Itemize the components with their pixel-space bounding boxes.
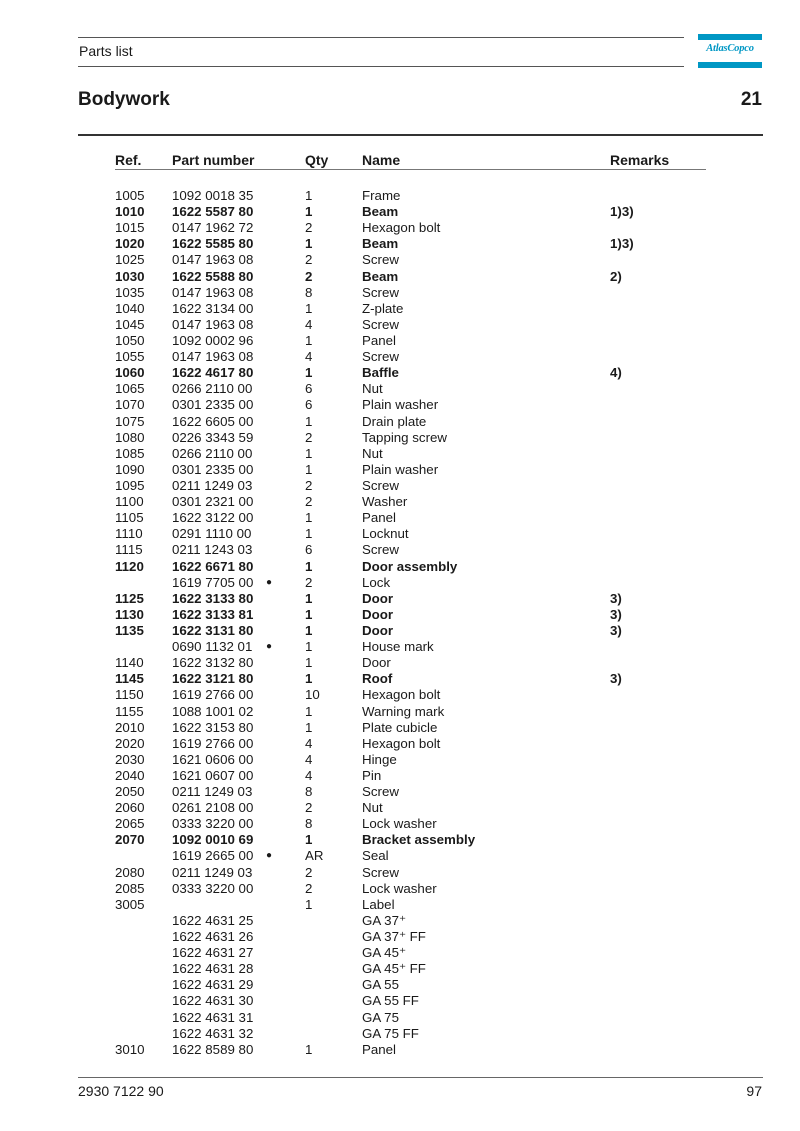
name-cell: Washer [362, 494, 408, 510]
table-row [0, 478, 800, 494]
ref-cell: 1005 [115, 188, 145, 203]
name-cell: GA 37⁺ FF [362, 929, 426, 945]
ref-cell: 1065 [115, 381, 145, 397]
ref-cell: 1060 [115, 365, 145, 381]
column-header-part-number: Part number [172, 152, 255, 168]
name-cell: Screw [362, 284, 399, 300]
table-row [0, 462, 800, 478]
ref-cell: 2010 [115, 719, 145, 735]
table-row [0, 945, 800, 961]
name-cell: Hexagon bolt [362, 220, 441, 236]
name-cell: Frame [362, 188, 401, 203]
ref-cell: 1050 [115, 332, 145, 348]
name-cell: GA 55 [362, 977, 399, 993]
name-cell: Nut [362, 800, 383, 816]
table-row [0, 704, 800, 720]
name-cell: Beam [362, 268, 399, 284]
ref-cell: 1120 [115, 558, 144, 574]
name-cell: GA 75 [362, 1009, 399, 1025]
part-number-cell: 0147 1963 08 [172, 284, 254, 300]
qty-cell: 1 [305, 188, 313, 203]
name-cell: Pin [362, 767, 382, 783]
name-cell: GA 45⁺ FF [362, 961, 426, 977]
name-cell: Screw [362, 477, 399, 493]
part-number-cell: 0301 2335 00 [172, 397, 254, 413]
name-cell: Panel [362, 1041, 397, 1057]
ref-cell: 2065 [115, 816, 145, 832]
qty-cell: 1 [305, 413, 313, 429]
ref-cell: 2070 [115, 832, 145, 848]
table-row [0, 881, 800, 897]
part-number-cell: 0211 1249 03 [172, 864, 253, 880]
table-row [0, 897, 800, 913]
ref-cell: 1055 [115, 349, 145, 365]
ref-cell: 1140 [115, 655, 144, 671]
logo-bottom-bar [698, 62, 762, 68]
table-row [0, 913, 800, 929]
qty-cell: 1 [305, 1041, 313, 1057]
part-number-cell: 0333 3220 00 [172, 816, 254, 832]
part-number-cell: 0147 1963 08 [172, 349, 254, 365]
qty-cell: 8 [305, 816, 313, 832]
part-number-cell: 1622 4631 31 [172, 1009, 254, 1025]
section-rule [78, 134, 763, 136]
part-number-cell: 1622 3121 80 [172, 671, 254, 687]
table-row [0, 800, 800, 816]
remarks-cell: 2) [610, 268, 622, 284]
qty-cell: 4 [305, 751, 313, 767]
ref-cell: 1095 [115, 477, 145, 493]
header-label: Parts list [79, 43, 133, 59]
qty-cell: 4 [305, 735, 313, 751]
name-cell: Plate cubicle [362, 719, 438, 735]
qty-cell: 1 [305, 461, 313, 477]
name-cell: Locknut [362, 526, 409, 542]
table-row [0, 639, 800, 655]
name-cell: Door assembly [362, 558, 458, 574]
ref-cell: 2040 [115, 767, 145, 783]
ref-cell: 3005 [115, 896, 145, 912]
part-number-cell: 1622 3153 80 [172, 719, 254, 735]
name-cell: Screw [362, 784, 399, 800]
table-row [0, 446, 800, 462]
ref-cell: 1125 [115, 590, 144, 606]
qty-cell: 1 [305, 832, 313, 848]
remarks-cell: 1)3) [610, 204, 634, 220]
qty-cell: AR [305, 848, 324, 864]
name-cell: Nut [362, 381, 383, 397]
table-row [0, 687, 800, 703]
qty-cell: 1 [305, 300, 313, 316]
part-number-cell: 1622 5588 80 [172, 268, 254, 284]
name-cell: Screw [362, 252, 399, 268]
ref-cell: 1010 [115, 204, 145, 220]
name-cell: Z-plate [362, 300, 404, 316]
name-cell: Screw [362, 349, 399, 365]
qty-cell: 6 [305, 542, 313, 558]
qty-cell: 1 [305, 510, 313, 526]
qty-cell: 2 [305, 252, 313, 268]
qty-cell: 1 [305, 332, 313, 348]
part-number-cell: 0211 1249 03 [172, 477, 253, 493]
ref-cell: 1110 [115, 526, 143, 542]
bullet-marker: ● [266, 641, 273, 653]
ref-cell: 1100 [115, 494, 144, 510]
ref-cell: 3010 [115, 1041, 145, 1057]
part-number-cell: 1622 3133 80 [172, 590, 254, 606]
ref-cell: 1025 [115, 252, 145, 268]
table-row [0, 333, 800, 349]
qty-cell: 2 [305, 574, 313, 590]
column-header-qty: Qty [305, 152, 329, 168]
qty-cell: 1 [305, 606, 313, 622]
remarks-cell: 1)3) [610, 236, 634, 252]
qty-cell: 1 [305, 671, 313, 687]
qty-cell: 1 [305, 365, 313, 381]
ref-cell: 1040 [115, 300, 145, 316]
part-number-cell: 0226 3343 59 [172, 429, 254, 445]
name-cell: House mark [362, 639, 434, 655]
table-row [0, 1010, 800, 1026]
table-row [0, 414, 800, 430]
name-cell: Roof [362, 671, 393, 687]
table-row [0, 655, 800, 671]
table-row [0, 961, 800, 977]
qty-cell: 1 [305, 445, 313, 461]
column-header-rule [115, 169, 706, 170]
logo-text: AtlasCopco [706, 43, 754, 54]
part-number-cell: 1621 0607 00 [172, 767, 254, 783]
name-cell: Tapping screw [362, 429, 447, 445]
remarks-cell: 3) [610, 590, 622, 606]
qty-cell: 2 [305, 864, 313, 880]
table-row [0, 285, 800, 301]
qty-cell: 4 [305, 767, 313, 783]
part-number-cell: 0147 1962 72 [172, 220, 254, 236]
table-row [0, 188, 800, 204]
qty-cell: 2 [305, 220, 313, 236]
name-cell: Lock [362, 574, 391, 590]
name-cell: Door [362, 622, 394, 638]
table-row [0, 575, 800, 591]
part-number-cell: 1622 5587 80 [172, 204, 254, 220]
qty-cell: 1 [305, 590, 313, 606]
part-number-cell: 0147 1963 08 [172, 316, 254, 332]
part-number-cell: 1621 0606 00 [172, 751, 254, 767]
name-cell: GA 37⁺ [362, 912, 406, 928]
remarks-cell: 3) [610, 622, 622, 638]
remarks-cell: 4) [610, 365, 622, 381]
table-row [0, 494, 800, 510]
table-row [0, 204, 800, 220]
qty-cell: 1 [305, 236, 313, 252]
part-number-cell: 1622 5585 80 [172, 236, 254, 252]
ref-cell: 2030 [115, 751, 145, 767]
qty-cell: 2 [305, 429, 313, 445]
qty-cell: 1 [305, 622, 313, 638]
ref-cell: 2020 [115, 735, 145, 751]
table-row [0, 236, 800, 252]
name-cell: Plain washer [362, 397, 439, 413]
table-row [0, 365, 800, 381]
name-cell: Baffle [362, 365, 399, 381]
table-row [0, 430, 800, 446]
part-number-cell: 0301 2335 00 [172, 461, 254, 477]
name-cell: Screw [362, 542, 399, 558]
part-number-cell: 1619 2766 00 [172, 687, 254, 703]
part-number-cell: 1622 4631 28 [172, 961, 254, 977]
section-number: 21 [740, 89, 762, 110]
name-cell: Drain plate [362, 413, 427, 429]
ref-cell: 1045 [115, 316, 145, 332]
part-number-cell: 0266 2110 00 [172, 381, 253, 397]
part-number-cell: 1622 3134 00 [172, 300, 254, 316]
name-cell: Hinge [362, 751, 397, 767]
table-row [0, 736, 800, 752]
part-number-cell: 1622 6671 80 [172, 558, 254, 574]
table-row [0, 269, 800, 285]
qty-cell: 1 [305, 719, 313, 735]
table-row [0, 559, 800, 575]
table-row [0, 720, 800, 736]
part-number-cell: 0690 1132 01 [172, 639, 253, 655]
name-cell: Screw [362, 316, 399, 332]
ref-cell: 1020 [115, 236, 145, 252]
ref-cell: 1130 [115, 606, 144, 622]
qty-cell: 4 [305, 349, 313, 365]
qty-cell: 10 [305, 687, 320, 703]
name-cell: Bracket assembly [362, 832, 476, 848]
table-row [0, 993, 800, 1009]
name-cell: Beam [362, 236, 399, 252]
name-cell: Panel [362, 332, 397, 348]
name-cell: Warning mark [362, 703, 445, 719]
part-number-cell: 1622 4617 80 [172, 365, 254, 381]
table-row [0, 977, 800, 993]
name-cell: Lock washer [362, 816, 437, 832]
name-cell: GA 75 FF [362, 1025, 419, 1041]
table-row [0, 542, 800, 558]
table-row [0, 832, 800, 848]
part-number-cell: 0211 1243 03 [172, 542, 253, 558]
part-number-cell: 1092 0002 96 [172, 332, 254, 348]
name-cell: Door [362, 606, 394, 622]
name-cell: Screw [362, 864, 399, 880]
qty-cell: 1 [305, 526, 313, 542]
qty-cell: 4 [305, 316, 313, 332]
qty-cell: 8 [305, 284, 313, 300]
qty-cell: 2 [305, 494, 313, 510]
table-row [0, 752, 800, 768]
document-number: 2930 7122 90 [78, 1083, 164, 1099]
table-row [0, 397, 800, 413]
ref-cell: 1135 [115, 622, 144, 638]
table-row [0, 1042, 800, 1058]
name-cell: Nut [362, 445, 383, 461]
part-number-cell: 0291 1110 00 [172, 526, 252, 542]
ref-cell: 1105 [115, 510, 144, 526]
name-cell: Plain washer [362, 461, 439, 477]
column-header-name: Name [362, 152, 401, 168]
parts-table-body [0, 188, 800, 1058]
part-number-cell: 0266 2110 00 [172, 445, 253, 461]
part-number-cell: 1088 1001 02 [172, 703, 254, 719]
part-number-cell: 1092 0010 69 [172, 832, 254, 848]
qty-cell: 1 [305, 639, 313, 655]
table-row [0, 317, 800, 333]
ref-cell: 1145 [115, 671, 144, 687]
page-number: 97 [746, 1083, 762, 1099]
table-row [0, 784, 800, 800]
part-number-cell: 1619 2766 00 [172, 735, 254, 751]
ref-cell: 1080 [115, 429, 145, 445]
part-number-cell: 1622 4631 26 [172, 929, 254, 945]
part-number-cell: 1622 4631 29 [172, 977, 254, 993]
part-number-cell: 1622 4631 32 [172, 1025, 254, 1041]
table-row [0, 301, 800, 317]
qty-cell: 1 [305, 896, 313, 912]
column-header-remarks: Remarks [610, 152, 670, 168]
header-top-rule [78, 37, 684, 38]
remarks-cell: 3) [610, 606, 622, 622]
name-cell: Door [362, 655, 391, 671]
ref-cell: 2085 [115, 880, 145, 896]
header-bottom-rule [78, 66, 684, 67]
part-number-cell: 1622 4631 25 [172, 912, 254, 928]
qty-cell: 2 [305, 477, 313, 493]
logo-top-bar [698, 34, 762, 40]
part-number-cell: 0211 1249 03 [172, 784, 253, 800]
table-row [0, 510, 800, 526]
qty-cell: 1 [305, 558, 313, 574]
ref-cell: 1155 [115, 703, 144, 719]
part-number-cell: 1622 4631 27 [172, 945, 254, 961]
table-row [0, 848, 800, 864]
name-cell: GA 45⁺ [362, 945, 406, 961]
section-title: Bodywork [78, 89, 170, 110]
qty-cell: 2 [305, 880, 313, 896]
qty-cell: 6 [305, 381, 313, 397]
bullet-marker: ● [266, 576, 273, 588]
table-row [0, 381, 800, 397]
ref-cell: 1115 [115, 542, 143, 558]
table-row [0, 816, 800, 832]
part-number-cell: 0261 2108 00 [172, 800, 254, 816]
qty-cell: 6 [305, 397, 313, 413]
table-row [0, 591, 800, 607]
ref-cell: 1075 [115, 413, 145, 429]
part-number-cell: 1622 3133 81 [172, 606, 254, 622]
qty-cell: 1 [305, 655, 313, 671]
name-cell: Hexagon bolt [362, 687, 441, 703]
part-number-cell: 1622 4631 30 [172, 993, 254, 1009]
ref-cell: 2080 [115, 864, 145, 880]
part-number-cell: 1622 3132 80 [172, 655, 254, 671]
table-row [0, 252, 800, 268]
name-cell: Lock washer [362, 880, 437, 896]
name-cell: Seal [362, 848, 389, 864]
remarks-cell: 3) [610, 671, 622, 687]
part-number-cell: 0147 1963 08 [172, 252, 254, 268]
name-cell: GA 55 FF [362, 993, 419, 1009]
bullet-marker: ● [266, 850, 273, 862]
ref-cell: 1030 [115, 268, 145, 284]
part-number-cell: 1619 2665 00 [172, 848, 254, 864]
ref-cell: 1015 [115, 220, 145, 236]
qty-cell: 1 [305, 204, 313, 220]
part-number-cell: 1622 8589 80 [172, 1041, 254, 1057]
ref-cell: 2060 [115, 800, 145, 816]
name-cell: Label [362, 896, 395, 912]
footer-rule [78, 1077, 763, 1078]
name-cell: Hexagon bolt [362, 735, 441, 751]
part-number-cell: 1622 3131 80 [172, 622, 254, 638]
qty-cell: 2 [305, 268, 313, 284]
table-row [0, 607, 800, 623]
table-row [0, 349, 800, 365]
name-cell: Beam [362, 204, 399, 220]
ref-cell: 1090 [115, 461, 145, 477]
table-row [0, 929, 800, 945]
part-number-cell: 0301 2321 00 [172, 494, 254, 510]
table-row [0, 1026, 800, 1042]
part-number-cell: 1622 6605 00 [172, 413, 254, 429]
name-cell: Panel [362, 510, 397, 526]
table-row [0, 623, 800, 639]
part-number-cell: 1622 3122 00 [172, 510, 254, 526]
ref-cell: 1085 [115, 445, 145, 461]
table-row [0, 865, 800, 881]
column-header-ref: Ref. [115, 152, 142, 168]
ref-cell: 1070 [115, 397, 145, 413]
part-number-cell: 0333 3220 00 [172, 880, 254, 896]
qty-cell: 1 [305, 703, 313, 719]
table-row [0, 220, 800, 236]
atlas-copco-logo [698, 34, 762, 68]
ref-cell: 1035 [115, 284, 145, 300]
table-row [0, 526, 800, 542]
ref-cell: 2050 [115, 784, 145, 800]
qty-cell: 8 [305, 784, 313, 800]
part-number-cell: 1619 7705 00 [172, 574, 254, 590]
name-cell: Door [362, 590, 394, 606]
table-row [0, 768, 800, 784]
table-row [0, 671, 800, 687]
ref-cell: 1150 [115, 687, 144, 703]
part-number-cell: 1092 0018 35 [172, 188, 254, 203]
qty-cell: 2 [305, 800, 313, 816]
